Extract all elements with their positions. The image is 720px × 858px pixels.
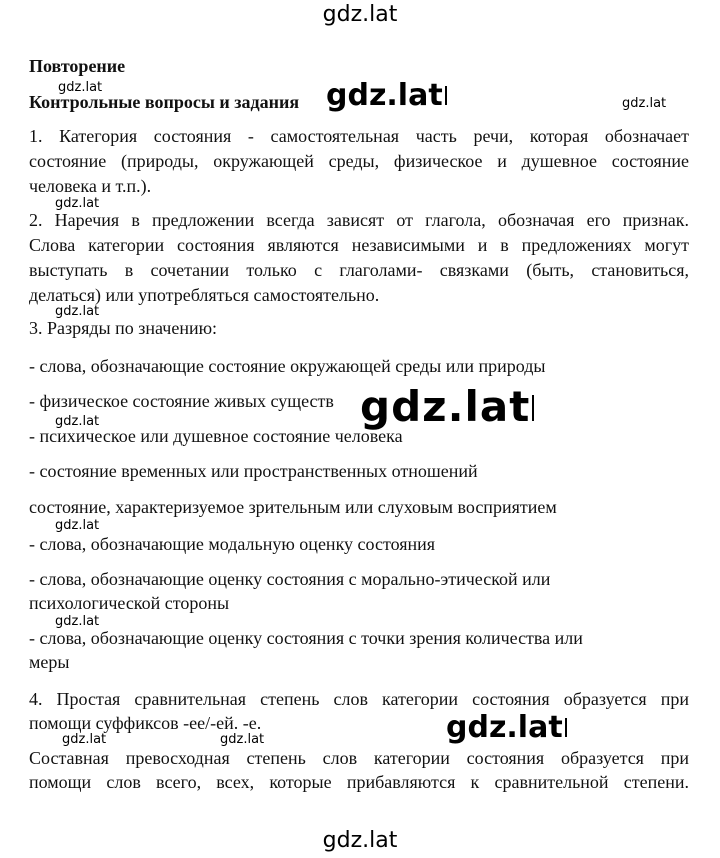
list-item: - слова, обозначающие состояние окружающей среды или природы xyxy=(29,356,546,376)
list-item: состояние, характеризуемое зрительным или слуховым восприятием xyxy=(29,497,557,517)
paragraph-line: помощи слов всего, всех, которые прибавляются к сравнительной степени. xyxy=(29,772,689,792)
section-title: Повторение xyxy=(29,56,126,76)
paragraph-line: Составная превосходная степень слов категории состояния образуется при xyxy=(29,748,689,768)
watermark-small: gdz.lat xyxy=(58,80,103,95)
list-item: - психическое или душевное состояние человека xyxy=(29,426,403,446)
watermark-big: gdz.lat xyxy=(326,78,447,113)
watermark-bottom: gdz.lat xyxy=(322,828,398,853)
list-item: - слова, обозначающие оценку состояния с точки зрения количества или xyxy=(29,628,583,648)
list-item: - слова, обозначающие модальную оценку состояния xyxy=(29,534,436,554)
list-item: - физическое состояние живых существ xyxy=(29,391,334,411)
watermark-small: gdz.lat xyxy=(55,196,100,211)
paragraph-line: человека и т.п.). xyxy=(29,176,152,196)
watermark-small: gdz.lat xyxy=(62,732,107,747)
list-item: психологической стороны xyxy=(29,593,230,613)
paragraph-line: 2. Наречия в предложении всегда зависят от глагола, обозначая его признак. xyxy=(29,210,689,230)
paragraph-line: делаться) или употребляться самостоятельно. xyxy=(29,285,380,305)
watermark-small: gdz.lat xyxy=(55,304,100,319)
watermark-small: gdz.lat xyxy=(55,614,100,629)
paragraph-line: 3. Разряды по значению: xyxy=(29,318,218,338)
watermark-small: gdz.lat xyxy=(55,414,100,429)
list-item: - слова, обозначающие оценку состояния с морально-этической или xyxy=(29,569,551,589)
paragraph-line: состояние (природы, окружающей среды, физическое и душевное состояние xyxy=(29,151,689,171)
watermark-small: gdz.lat xyxy=(55,518,100,533)
list-item: - состояние временных или пространственных отношений xyxy=(29,461,478,481)
watermark-top: gdz.lat xyxy=(322,2,398,27)
list-item: меры xyxy=(29,652,70,672)
paragraph-line: помощи суффиксов -ее/-ей. -е. xyxy=(29,713,262,733)
watermark-small: gdz.lat xyxy=(220,732,265,747)
watermark-big: gdz.lat xyxy=(446,710,567,745)
watermark-big: gdz.lat xyxy=(360,382,534,431)
paragraph-line: Слова категории состояния являются независимыми и в предложениях могут xyxy=(29,235,689,255)
paragraph-line: 1. Категория состояния - самостоятельная часть речи, которая обозначает xyxy=(29,126,689,146)
paragraph-line: 4. Простая сравнительная степень слов категории состояния образуется при xyxy=(29,689,689,709)
section-subtitle: Контрольные вопросы и задания xyxy=(29,92,300,112)
paragraph-line: выступать в сочетании только с глаголами- связками (быть, становиться, xyxy=(29,260,689,280)
watermark-small: gdz.lat xyxy=(622,96,667,111)
